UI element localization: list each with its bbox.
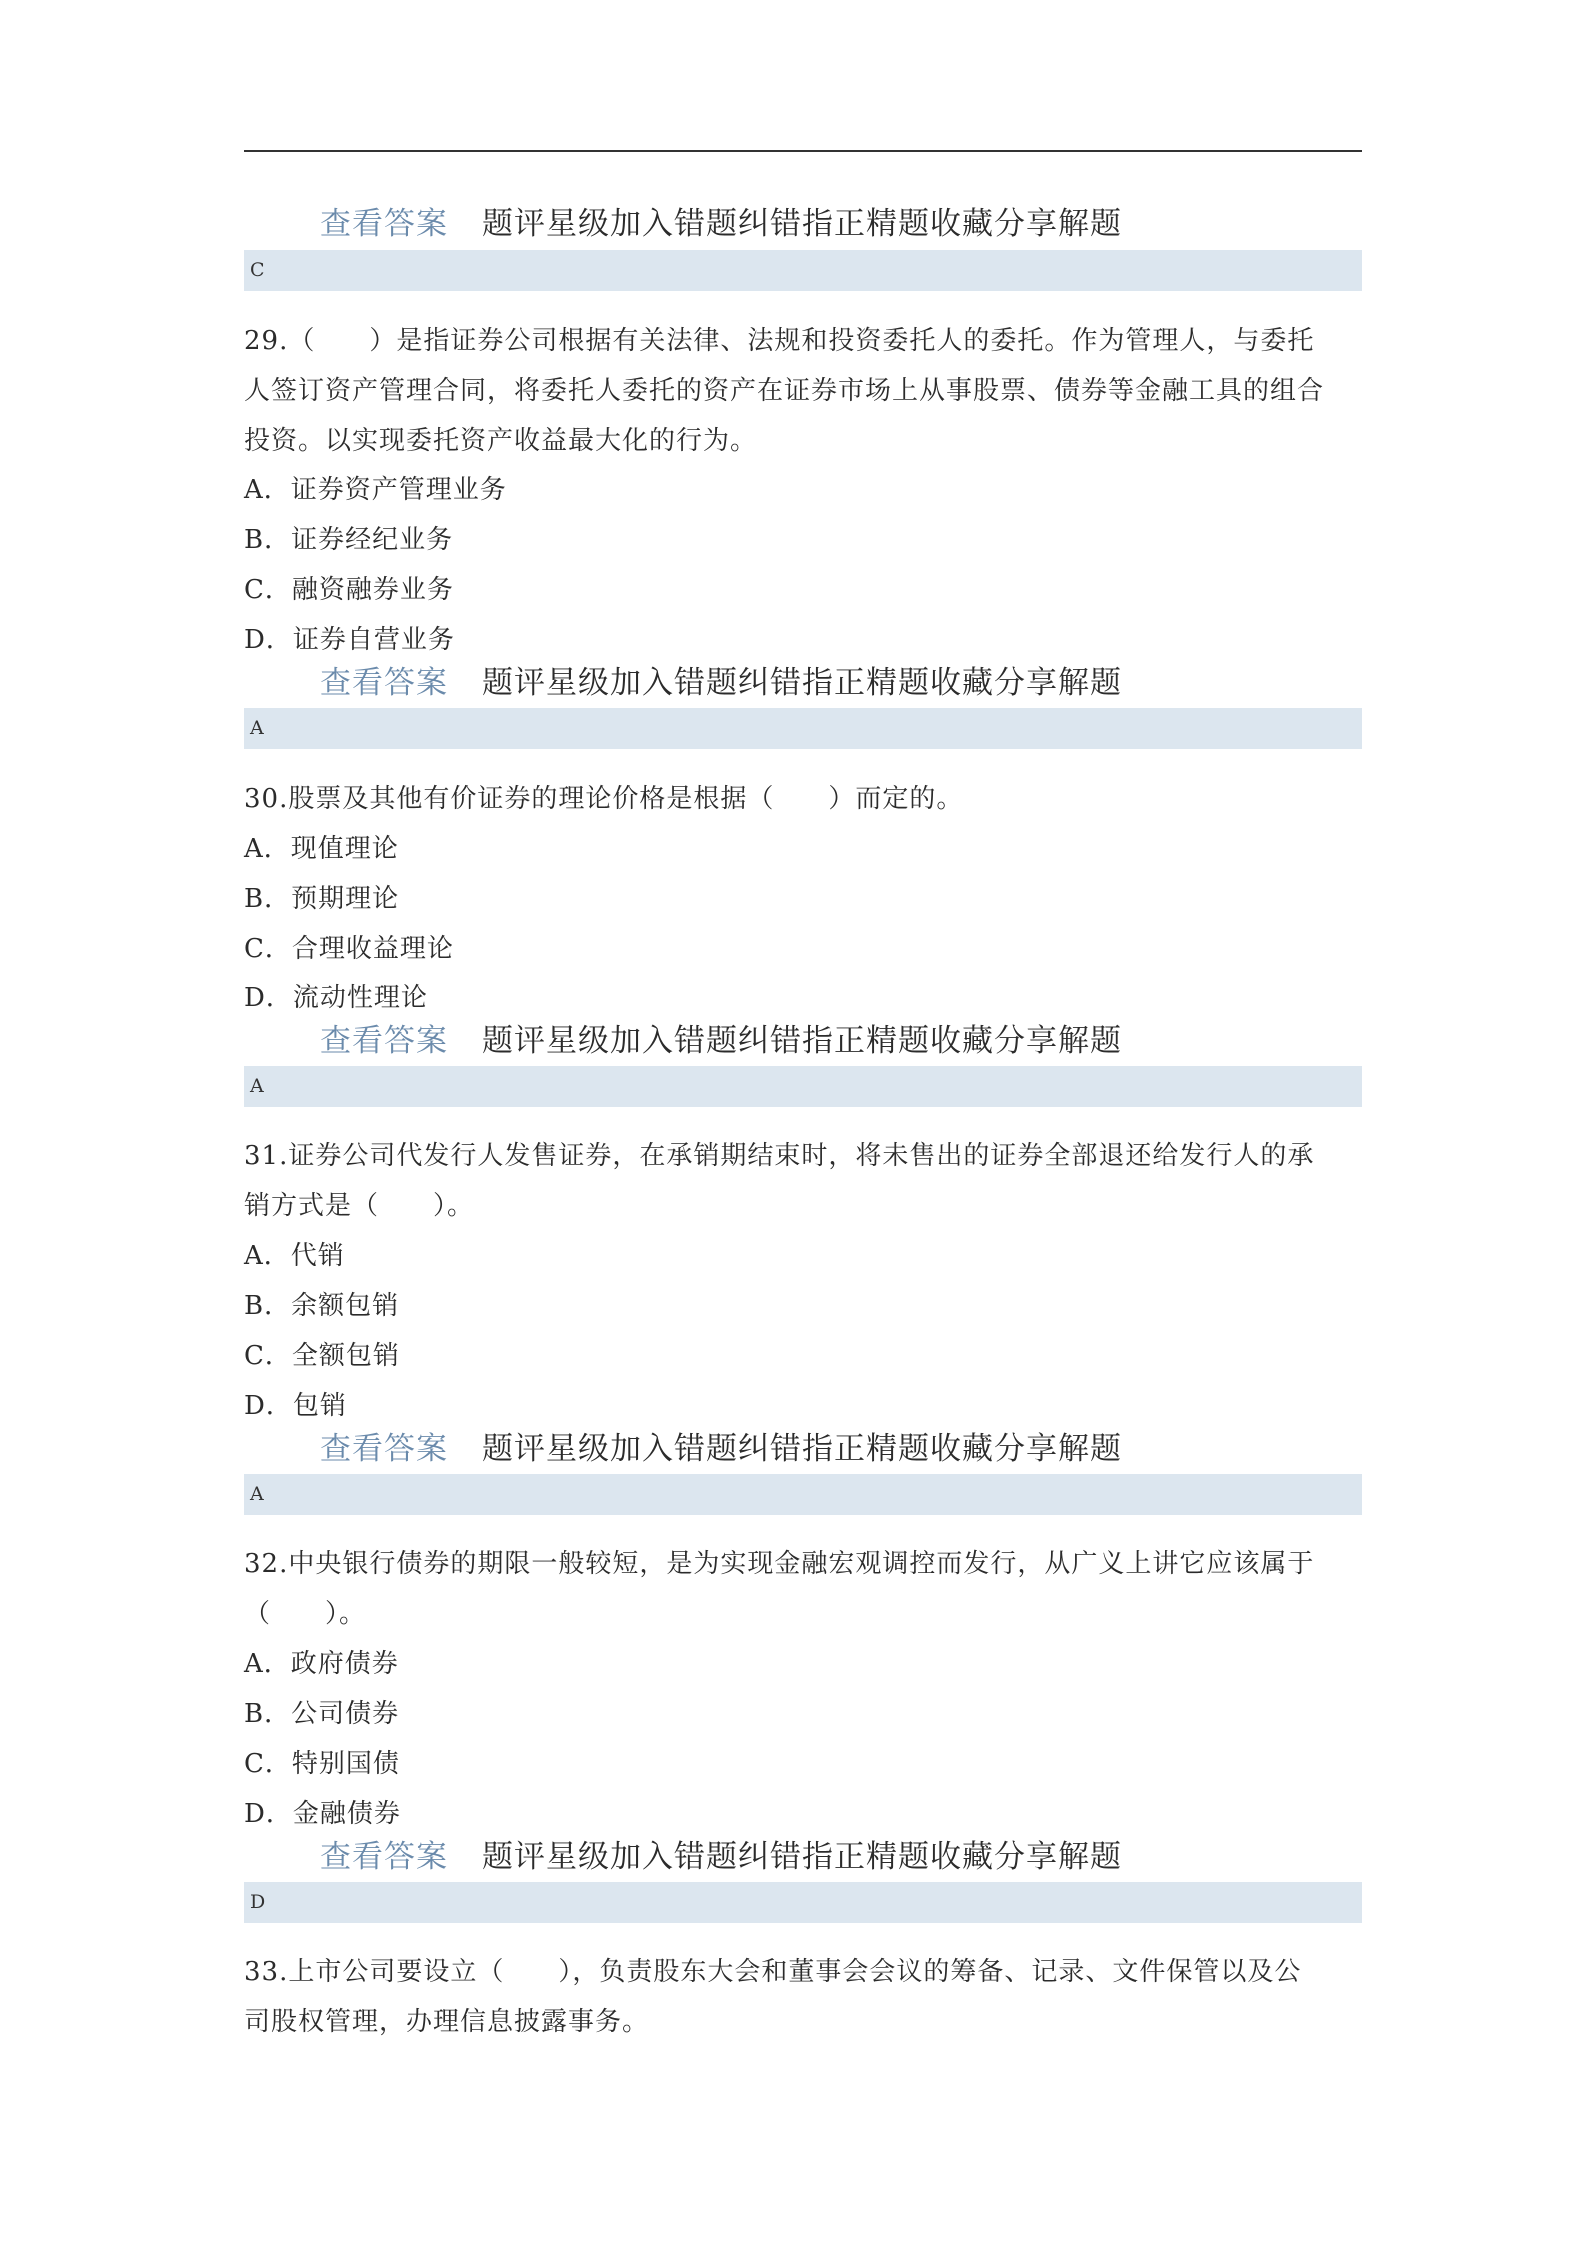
view-answer-link[interactable]: 查看答案 [320, 1023, 448, 1059]
question-text: 销方式是（ ）。 [244, 1191, 475, 1221]
question-text: 29.（ ）是指证券公司根据有关法律、法规和投资委托人的委托。作为管理人，与委托 [244, 326, 1315, 356]
answer-toolbar [320, 1835, 1122, 1879]
answer-box: A [244, 1474, 1362, 1515]
question-text: 投资。以实现委托资产收益最大化的行为。 [244, 426, 758, 456]
question-text: 司股权管理，办理信息披露事务。 [244, 2007, 650, 2037]
header-rule [244, 150, 1362, 152]
question-tools[interactable]: 题评星级加入错题纠错指正精题收藏分享解题 [482, 1839, 1122, 1875]
option-d[interactable]: D．金融债券 [244, 1799, 401, 1829]
option-b[interactable]: B．证券经纪业务 [244, 525, 454, 555]
option-d[interactable]: D．证券自营业务 [244, 625, 455, 655]
option-c[interactable]: C．全额包销 [244, 1341, 400, 1371]
option-c[interactable]: C．融资融券业务 [244, 575, 454, 605]
option-b[interactable]: B．余额包销 [244, 1291, 400, 1321]
answer-toolbar [320, 1427, 1122, 1471]
question-text: 32.中央银行债券的期限一般较短，是为实现金融宏观调控而发行，从广义上讲它应该属于 [244, 1549, 1315, 1579]
option-b[interactable]: B．公司债券 [244, 1699, 400, 1729]
question-text: 31.证券公司代发行人发售证券，在承销期结束时，将未售出的证券全部退还给发行人的承 [244, 1141, 1315, 1171]
answer-box: A [244, 1066, 1362, 1107]
option-a[interactable]: A．证券资产管理业务 [244, 475, 507, 505]
option-d[interactable]: D．包销 [244, 1391, 347, 1421]
view-answer-link[interactable]: 查看答案 [320, 206, 448, 242]
answer-toolbar [320, 661, 1122, 705]
question-text: 30.股票及其他有价证券的理论价格是根据（ ）而定的。 [244, 784, 964, 814]
answer-box: A [244, 708, 1362, 749]
answer-toolbar [320, 202, 1122, 246]
view-answer-link[interactable]: 查看答案 [320, 665, 448, 701]
view-answer-link[interactable]: 查看答案 [320, 1839, 448, 1875]
option-c[interactable]: C．特别国债 [244, 1749, 400, 1779]
question-text: 33.上市公司要设立（ ），负责股东大会和董事会会议的筹备、记录、文件保管以及公 [244, 1957, 1302, 1987]
answer-toolbar [320, 1019, 1122, 1063]
question-tools[interactable]: 题评星级加入错题纠错指正精题收藏分享解题 [482, 665, 1122, 701]
option-d[interactable]: D．流动性理论 [244, 983, 428, 1013]
answer-box: D [244, 1882, 1362, 1923]
option-b[interactable]: B．预期理论 [244, 884, 400, 914]
question-text: 人签订资产管理合同，将委托人委托的资产在证券市场上从事股票、债券等金融工具的组合 [244, 376, 1325, 406]
question-text: （ ）。 [244, 1599, 367, 1629]
option-a[interactable]: A．现值理论 [244, 834, 399, 864]
question-tools[interactable]: 题评星级加入错题纠错指正精题收藏分享解题 [482, 206, 1122, 242]
answer-box: C [244, 250, 1362, 291]
option-a[interactable]: A．政府债券 [244, 1649, 399, 1679]
option-c[interactable]: C．合理收益理论 [244, 934, 454, 964]
question-tools[interactable]: 题评星级加入错题纠错指正精题收藏分享解题 [482, 1023, 1122, 1059]
question-tools[interactable]: 题评星级加入错题纠错指正精题收藏分享解题 [482, 1431, 1122, 1467]
option-a[interactable]: A．代销 [244, 1241, 345, 1271]
view-answer-link[interactable]: 查看答案 [320, 1431, 448, 1467]
